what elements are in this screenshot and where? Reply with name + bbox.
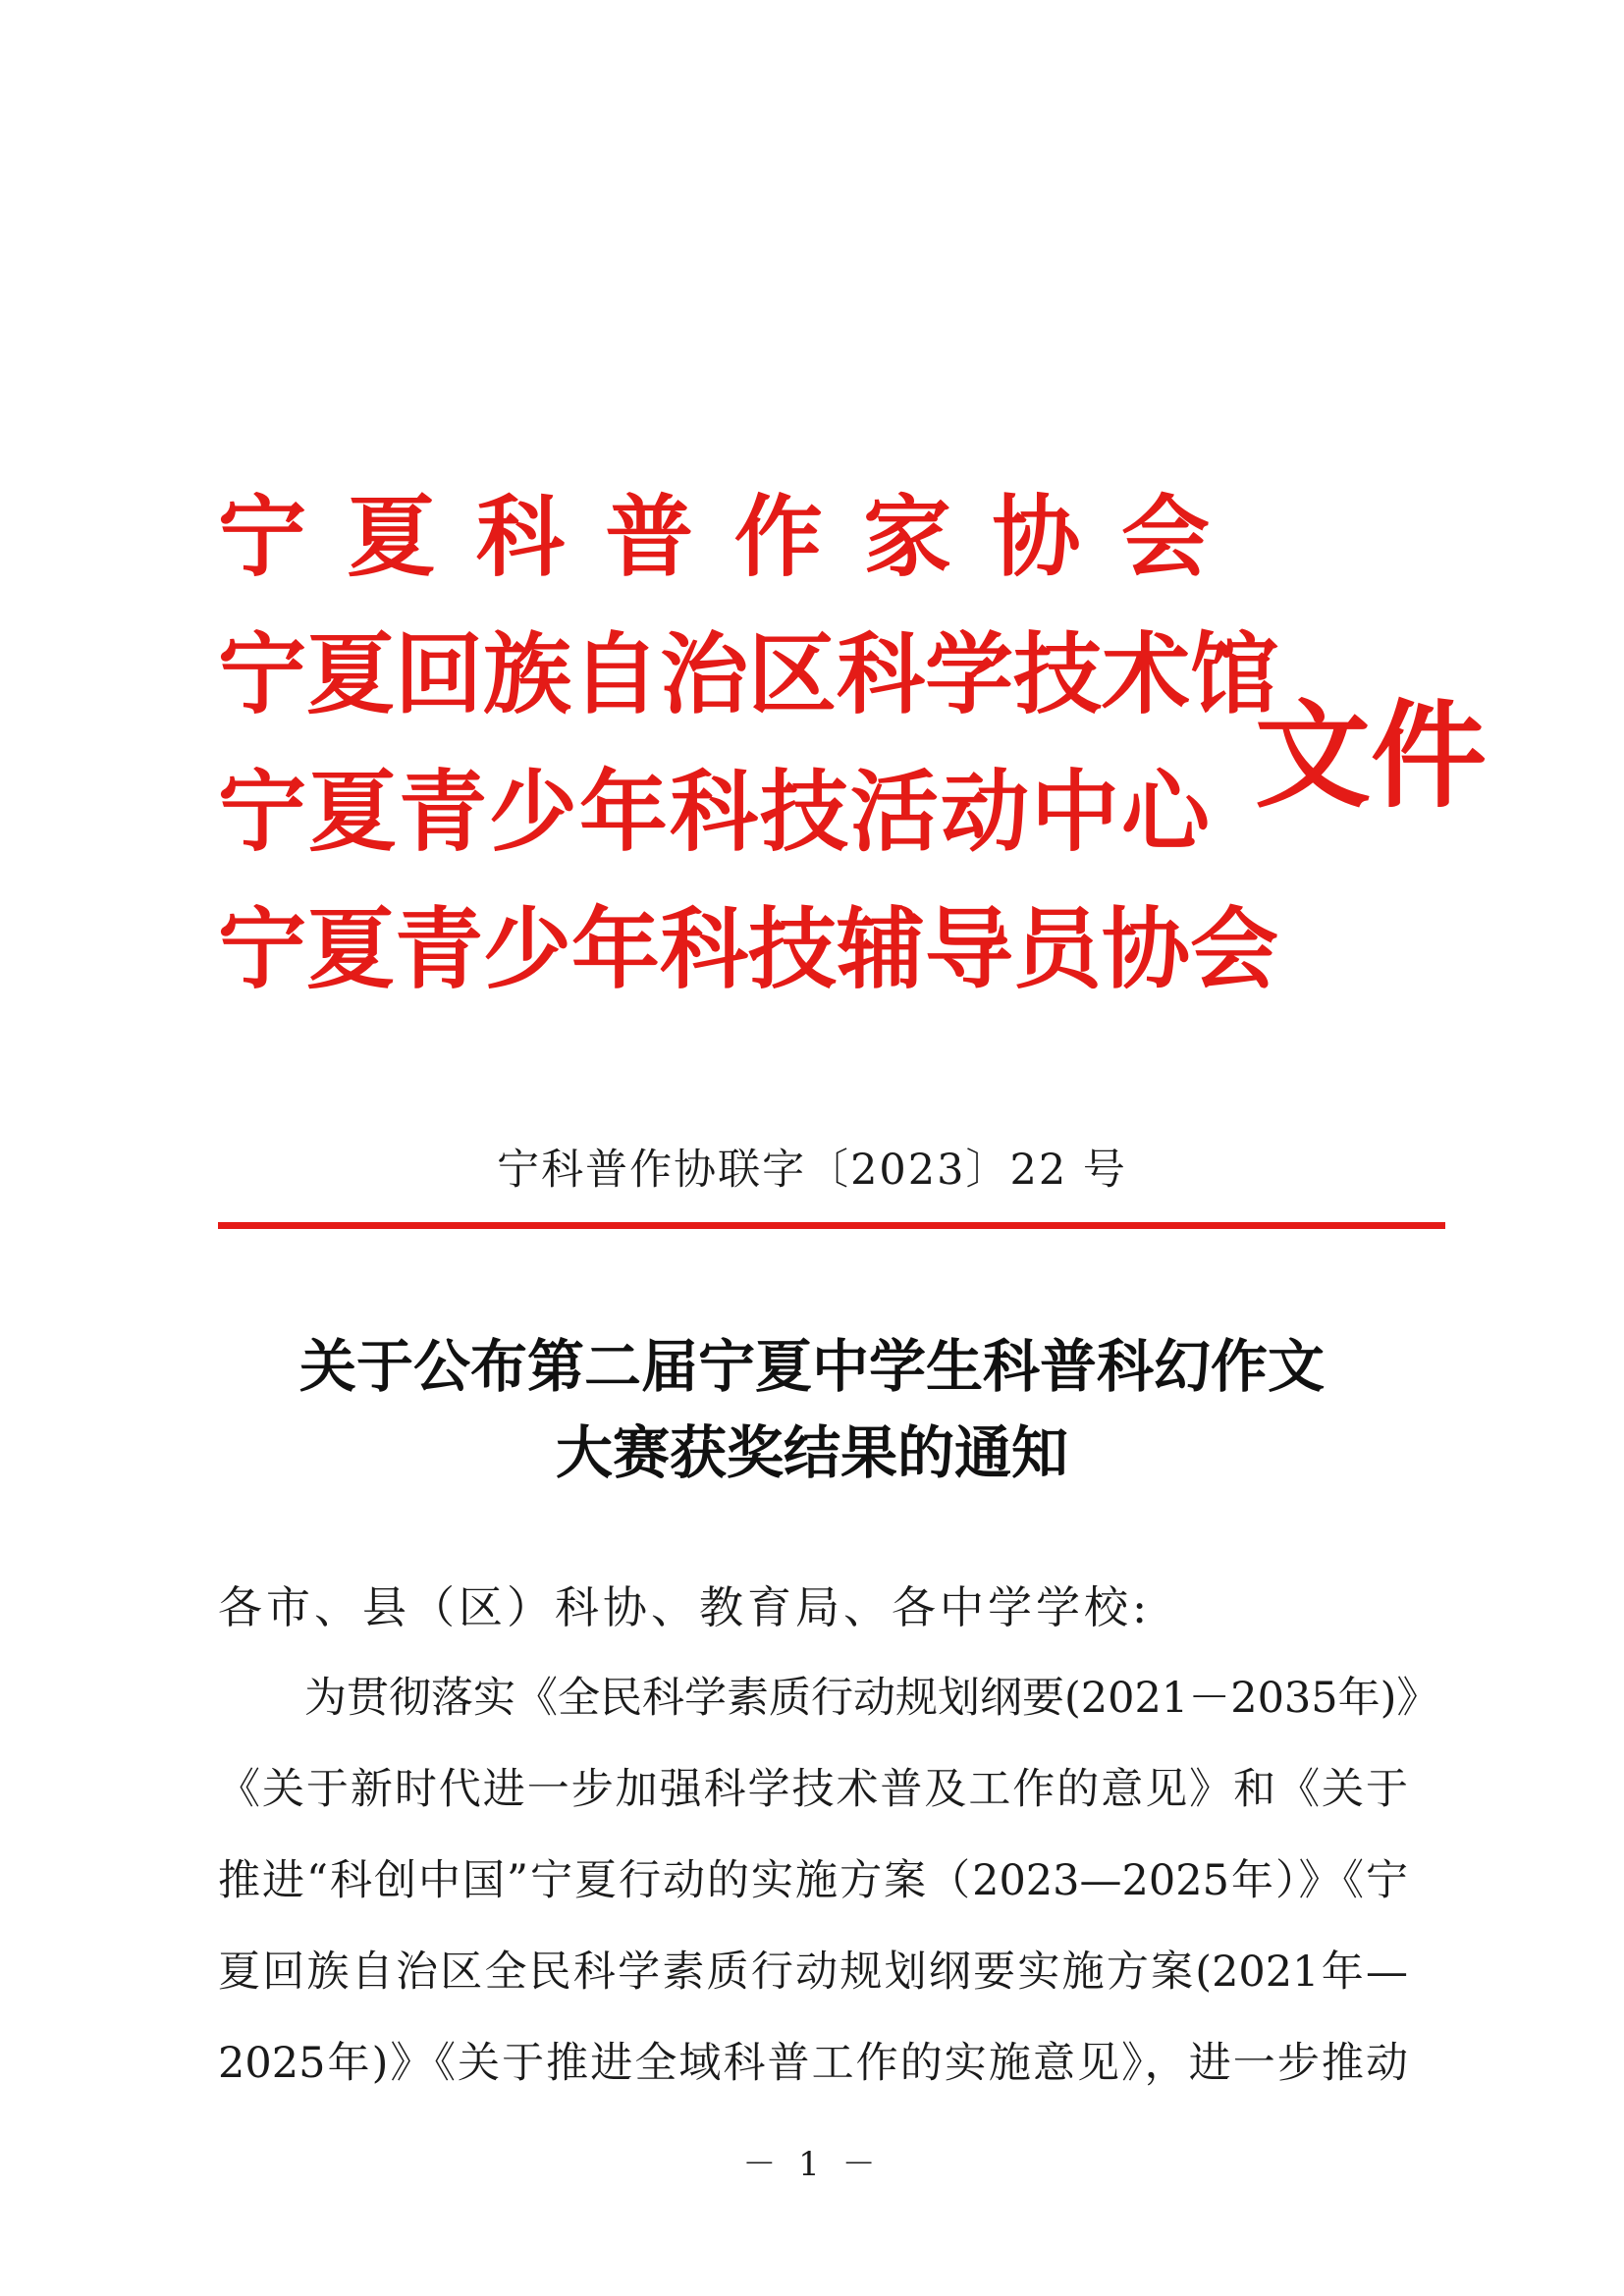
body-text-line: 为贯彻落实《全民科学素质行动规划纲要(2021－2035年)》 xyxy=(304,1674,1439,1723)
page-number: － 1 － xyxy=(742,2145,882,2184)
body-text-line: 推进“科创中国”宁夏行动的实施方案（2023—2025年）》《宁 xyxy=(218,1856,1408,1905)
document-title-line-2: 大赛获奖结果的通知 xyxy=(555,1419,1068,1486)
org-name-line-4: 宁夏青少年科技辅导员协会 xyxy=(218,897,1278,1001)
org-name-line-1: 宁 夏 科 普 作 家 协 会 xyxy=(218,485,1210,589)
document-number: 宁科普作协联字〔2023〕22 号 xyxy=(497,1146,1127,1195)
document-title-line-1: 关于公布第二届宁夏中学生科普科幻作文 xyxy=(298,1333,1325,1400)
org-name-line-2: 宁夏回族自治区科学技术馆 xyxy=(218,622,1278,726)
document-type-label: 文件 xyxy=(1255,687,1488,824)
body-text-line: 2025年)》《关于推进全域科普工作的实施意见》，进一步推动 xyxy=(218,2039,1408,2088)
body-text-line: 夏回族自治区全民科学素质行动规划纲要实施方案(2021年— xyxy=(218,1948,1408,1997)
red-divider xyxy=(218,1222,1445,1229)
org-name-line-3: 宁夏青少年科技活动中心 xyxy=(218,760,1210,864)
salutation: 各市、县（区）科协、教育局、各中学学校: xyxy=(218,1581,1152,1633)
body-text-line: 《关于新时代进一步加强科学技术普及工作的意见》和《关于 xyxy=(218,1765,1408,1814)
